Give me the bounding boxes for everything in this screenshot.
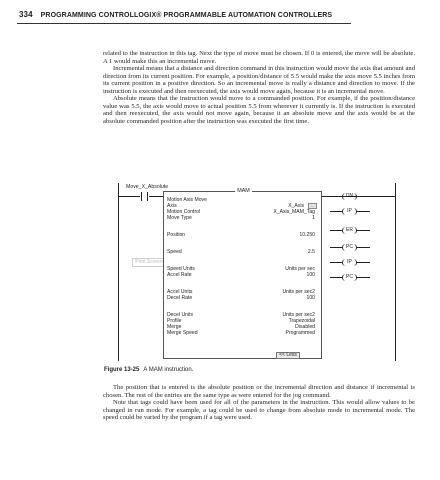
instruction-title: MAM (237, 188, 250, 194)
output-ip: IP (330, 208, 370, 216)
paragraph: Absolute means that the instruction would move to a commanded position. For example, if the position/distance value was 5.5, the axis would move to actual position 5.5 from wherever it currently is. If the instruction is executed and then reexecuted, the axis would not move again, because it an absolute move and the axis would be at the absolute commanded position after the instruction was executed the first time. (103, 95, 415, 125)
output-dn: DN (330, 193, 370, 201)
output-pc-2: PC (330, 274, 370, 282)
figure-number: Figure 13-25 (104, 367, 140, 373)
output-ip-2: IP (330, 259, 370, 267)
right-power-rail (395, 183, 396, 361)
figure-caption (104, 367, 193, 373)
examine-on-contact[interactable] (140, 192, 149, 201)
running-header (19, 10, 349, 24)
paragraph: Note that tags could have been used for all of the parameters in the instruction. This would allow values to be changed in run mode. For example, a tag could be used to change from absolute mode to incremental mode. The speed could be varied by the program if a tag were used. (103, 399, 415, 422)
print-screen-watermark: Print Screen (132, 258, 166, 267)
paragraph: related to the instruction in this tag. Next the type of move must be chosen. If 0 is entered, the move will be absolute. A 1 would make this an incremental move. (103, 50, 415, 65)
figure-caption-text: A MAM instruction. (143, 367, 194, 373)
mam-instruction-figure (114, 183, 400, 361)
page-number: 334 (19, 10, 33, 19)
less-button[interactable]: << Less (276, 352, 300, 359)
header-rule (17, 23, 351, 24)
body-text-bottom (103, 384, 415, 422)
left-power-rail (118, 183, 119, 361)
running-title: PROGRAMMING CONTROLLOGIX® PROGRAMMABLE AUTOMATION CONTROLLERS (40, 12, 333, 19)
paragraph: The position that is entered is the absolute position or the incremental direction and distance if incremental is chosen. The rest of the entries are the same type as were entered for the jog command. (103, 384, 415, 399)
output-er: ER (330, 227, 370, 235)
contact-tag-label: Move_X_Absolute (126, 184, 169, 190)
mam-instruction-block[interactable]: MAM Motion Axis Move Axis X_Axis ... Motion Control X_Axis_MAM_Tag Move Type 1 Position 10.250 Speed 2.5 Speed Units Units per sec Accel Rate 100 Accel Units Units per sec2 Decel Rate 100 Decel Units Units per sec2 Profile Trapezoidal Merge Disabled Merge Speed Programmed << Less (163, 191, 322, 359)
body-text-top (103, 50, 415, 125)
output-pc: PC (330, 244, 370, 252)
paragraph: Incremental means that a distance and direction command in this instruction would move the axis that amount and direction from its current position. For example, a position/distance of 5.5 would make the axis move 5.5 inches from its current position in a positive direction. So an incremental move is really a distance and direction to move. If the instruction is executed and then reexecuted, the axis would move again, because it is an incremental move. (103, 65, 415, 95)
tag-browse-button[interactable]: ... (308, 203, 317, 209)
